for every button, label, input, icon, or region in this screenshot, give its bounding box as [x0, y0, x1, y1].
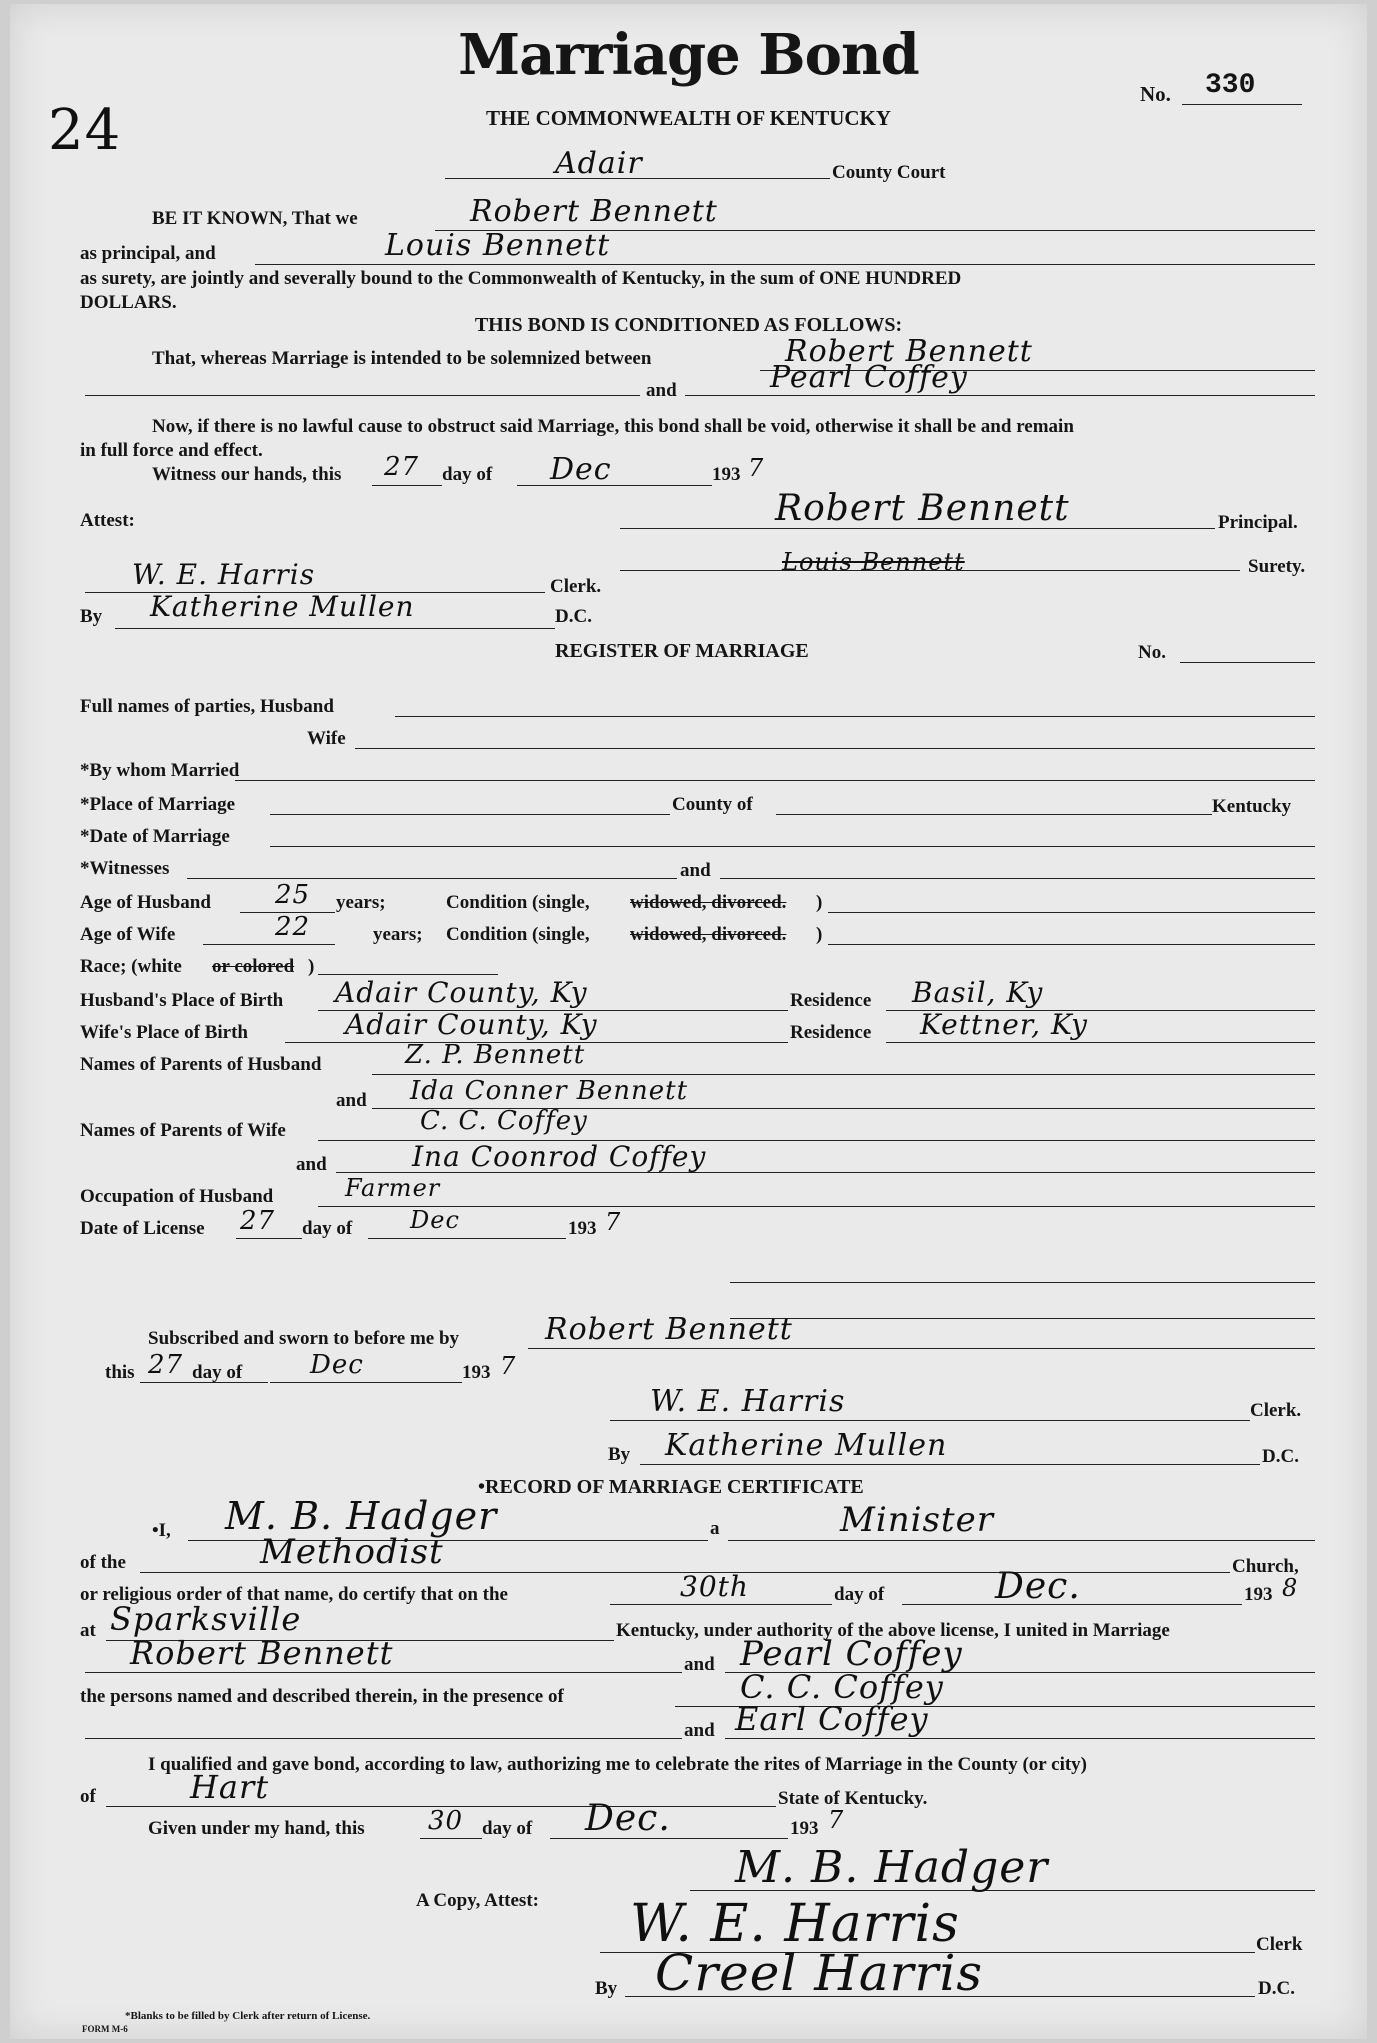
dc-signature: Katherine Mullen	[150, 590, 415, 623]
bride-name: Pearl Coffey	[770, 360, 968, 395]
bond-number-label: No.	[1140, 82, 1171, 106]
subscribed-label: Subscribed and sworn to before me by	[148, 1328, 460, 1349]
dc2-label: D.C.	[1262, 1446, 1299, 1467]
conditioned-heading: THIS BOND IS CONDITIONED AS FOLLOWS:	[474, 314, 903, 336]
county-of-label: County of	[672, 794, 753, 815]
witness-month: Dec	[550, 452, 612, 487]
whereas-text: That, whereas Marriage is intended to be solemnized between	[152, 348, 652, 369]
parents-wife-father: C. C. Coffey	[420, 1106, 588, 1136]
wife-residence-value: Kettner, Ky	[920, 1008, 1088, 1041]
age-husband-value: 25	[275, 880, 311, 910]
wife-birth-value: Adair County, Ky	[345, 1008, 598, 1041]
given-day: 30	[428, 1806, 464, 1836]
cert-i: •I,	[152, 1520, 171, 1541]
surety-name: Louis Bennett	[385, 228, 611, 263]
principal-name: Robert Bennett	[470, 194, 718, 229]
surety-signature: Louis Bennett	[782, 548, 965, 576]
license-month: Dec	[410, 1206, 460, 1234]
wife-birth-label: Wife's Place of Birth	[80, 1022, 248, 1043]
husband-residence-value: Basil, Ky	[912, 976, 1044, 1009]
age-wife-label: Age of Wife	[80, 924, 176, 945]
age-husband-condition-close: )	[816, 892, 823, 913]
cert-person1: Robert Bennett	[130, 1634, 394, 1672]
cert-persons-named: the persons named and described therein, in the presence of	[80, 1686, 564, 1707]
cert-a: a	[710, 1518, 720, 1539]
given-month: Dec.	[585, 1798, 671, 1839]
by2-label: By	[608, 1444, 631, 1465]
subscribed-day-of: day of	[192, 1362, 243, 1383]
dc2-signature: Katherine Mullen	[665, 1428, 948, 1463]
age-husband-condition-struck: widowed, divorced.	[630, 892, 787, 913]
witness-day-of: day of	[442, 464, 493, 485]
cert-witness1: C. C. Coffey	[740, 1668, 944, 1706]
footnote: *Blanks to be filled by Clerk after return of License.	[125, 2010, 371, 2022]
church-name: Methodist	[260, 1532, 444, 1572]
race-struck: or colored	[212, 956, 295, 977]
register-title: REGISTER OF MARRIAGE	[555, 640, 809, 662]
register-no-label: No.	[1138, 642, 1166, 663]
witness-year-digit: 7	[748, 454, 765, 482]
witness-prefix: Witness our hands, this	[152, 464, 342, 485]
minister-title: Minister	[840, 1500, 994, 1540]
cert-of-the: of the	[80, 1552, 126, 1573]
witnesses-and: and	[680, 860, 711, 881]
final-dc-label: D.C.	[1258, 1978, 1295, 1999]
place-label: *Place of Marriage	[80, 794, 236, 815]
age-husband-label: Age of Husband	[80, 892, 211, 913]
age-husband-years: years;	[336, 892, 386, 913]
full-names-label: Full names of parties, Husband	[80, 696, 334, 717]
witnesses-label: *Witnesses	[80, 858, 170, 879]
age-wife-condition: Condition (single,	[446, 924, 590, 945]
form-number: FORM M-6	[82, 2024, 128, 2034]
copy-attest-label: A Copy, Attest:	[416, 1890, 539, 1911]
attest-label: Attest:	[80, 510, 135, 531]
cert-month: Dec.	[995, 1566, 1081, 1607]
cert-and-1: and	[684, 1654, 715, 1675]
parents-wife-and: and	[296, 1154, 327, 1175]
final-clerk-signature: W. E. Harris	[630, 1894, 960, 1954]
groom-name: Robert Bennett	[785, 334, 1033, 369]
parents-wife-mother: Ina Coonrod Coffey	[412, 1140, 707, 1173]
cert-witness2: Earl Coffey	[735, 1700, 929, 1738]
margin-note: 24	[48, 98, 122, 163]
cert-county: Hart	[190, 1768, 270, 1806]
license-label: Date of License	[80, 1218, 205, 1239]
age-wife-condition-close: )	[816, 924, 823, 945]
license-year-prefix: 193	[568, 1218, 597, 1239]
principal-label: Principal.	[1218, 512, 1298, 533]
kentucky-label: Kentucky	[1212, 796, 1292, 817]
witness-day: 27	[384, 452, 420, 482]
clerk2-label: Clerk.	[1250, 1400, 1302, 1421]
parents-husband-father: Z. P. Bennett	[405, 1040, 586, 1070]
be-it-known: BE IT KNOWN, That we	[152, 208, 358, 229]
and-label: and	[646, 380, 677, 401]
husband-birth-value: Adair County, Ky	[335, 976, 588, 1009]
wife-residence-label: Residence	[790, 1022, 872, 1043]
surety-label: Surety.	[1248, 556, 1306, 577]
parents-husband-and: and	[336, 1090, 367, 1111]
county-court-label: County Court	[832, 162, 946, 183]
age-wife-condition-struck: widowed, divorced.	[630, 924, 787, 945]
cert-kentucky-text: Kentucky, under authority of the above license, I united in Marriage	[616, 1620, 1170, 1641]
principal-signature: Robert Bennett	[775, 488, 1070, 529]
husband-birth-label: Husband's Place of Birth	[80, 990, 284, 1011]
age-wife-years: years;	[373, 924, 423, 945]
subscribed-year-prefix: 193	[462, 1362, 491, 1383]
surety-text-1: as surety, are jointly and severally bound to the Commonwealth of Kentucky, in the sum of ONE HUNDRED	[80, 268, 962, 289]
clerk-signature: W. E. Harris	[132, 558, 316, 591]
as-principal: as principal, and	[80, 243, 216, 264]
occupation-label: Occupation of Husband	[80, 1186, 274, 1207]
wife-label: Wife	[307, 728, 346, 749]
parents-husband-mother: Ida Conner Bennett	[410, 1076, 689, 1106]
cert-place: Sparksville	[110, 1600, 302, 1638]
date-marriage-label: *Date of Marriage	[80, 826, 230, 847]
occupation-value: Farmer	[345, 1174, 441, 1202]
cert-of: of	[80, 1786, 96, 1807]
cert-state: State of Kentucky.	[778, 1788, 928, 1809]
final-by-label: By	[595, 1978, 618, 1999]
license-day: 27	[240, 1206, 276, 1236]
clerk-label: Clerk.	[550, 576, 602, 597]
cert-at: at	[80, 1620, 96, 1641]
county-name: Adair	[555, 146, 643, 181]
clerk2-signature: W. E. Harris	[650, 1384, 846, 1419]
given-year-digit: 7	[828, 1806, 845, 1834]
witness-year-prefix: 193	[712, 464, 741, 485]
document-title: Marriage Bond	[458, 22, 919, 88]
by-label: By	[80, 606, 103, 627]
subscribed-year-digit: 7	[500, 1352, 517, 1380]
final-clerk-label: Clerk	[1256, 1934, 1303, 1955]
subscribed-this: this	[105, 1362, 135, 1383]
cert-qualified: I qualified and gave bond, according to law, authorizing me to celebrate the rites of Marriage in the County (or city)	[148, 1754, 1087, 1775]
commonwealth-heading: THE COMMONWEALTH OF KENTUCKY	[485, 106, 892, 130]
cert-year-prefix: 193	[1244, 1584, 1273, 1605]
cert-and-2: and	[684, 1720, 715, 1741]
subscribed-month: Dec	[310, 1350, 364, 1380]
by-whom-label: *By whom Married	[80, 760, 240, 781]
cert-person2: Pearl Coffey	[740, 1634, 963, 1674]
dc-label: D.C.	[555, 606, 592, 627]
license-year-digit: 7	[605, 1208, 622, 1236]
license-day-of: day of	[302, 1218, 353, 1239]
age-husband-condition: Condition (single,	[446, 892, 590, 913]
final-dc-signature: Creel Harris	[655, 1944, 984, 2002]
surety-text-2: DOLLARS.	[80, 292, 177, 313]
bond-number: 330	[1205, 70, 1256, 101]
given-label: Given under my hand, this	[148, 1818, 365, 1839]
parents-wife-label: Names of Parents of Wife	[80, 1120, 286, 1141]
cert-day-of: day of	[834, 1584, 885, 1605]
record-title: •RECORD OF MARRIAGE CERTIFICATE	[478, 1476, 864, 1498]
subscribed-day: 27	[148, 1350, 184, 1380]
cert-day: 30th	[680, 1570, 749, 1603]
race-close: )	[308, 956, 315, 977]
given-year-prefix: 193	[790, 1818, 819, 1839]
now-text-1: Now, if there is no lawful cause to obstruct said Marriage, this bond shall be void, otherwise it shall be and remain	[152, 416, 1074, 437]
cert-religious: or religious order of that name, do certify that on the	[80, 1584, 508, 1605]
minister-signature: M. B. Hadger	[735, 1842, 1049, 1893]
cert-year-digit: 8	[1282, 1574, 1299, 1602]
husband-residence-label: Residence	[790, 990, 872, 1011]
subscribed-name: Robert Bennett	[545, 1312, 793, 1347]
parents-husband-label: Names of Parents of Husband	[80, 1054, 322, 1075]
church-label: Church,	[1232, 1556, 1299, 1577]
minister-name: M. B. Hadger	[225, 1494, 498, 1538]
now-text-2: in full force and effect.	[80, 440, 263, 461]
race-label: Race; (white	[80, 956, 182, 977]
age-wife-value: 22	[275, 912, 311, 942]
given-day-of: day of	[482, 1818, 533, 1839]
